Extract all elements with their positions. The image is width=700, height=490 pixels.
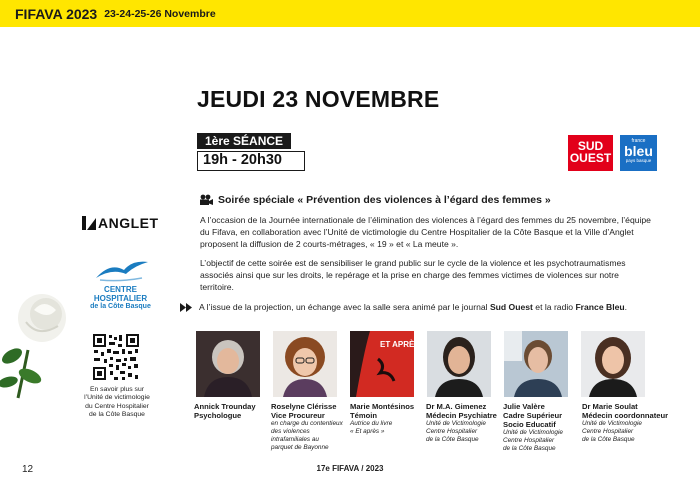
special-evening-title	[199, 194, 551, 206]
anglet-logo	[82, 215, 159, 231]
projection-after: .	[624, 302, 628, 312]
seagull-icon	[90, 258, 152, 284]
speaker-note-line: Centre Hospitalier	[582, 428, 634, 435]
header-bar	[0, 0, 700, 27]
festival-brand: FIFAVA 2023	[15, 5, 98, 22]
projection-radio: France Bleu	[575, 302, 625, 312]
white-rose-image	[0, 290, 75, 400]
france-bleu-small: france	[631, 138, 646, 144]
double-arrow-icon	[180, 303, 193, 312]
speaker-note-line: intrafamiliales au	[271, 436, 319, 443]
speaker-note-line: Centre Hospitalier	[426, 428, 478, 435]
speaker-note-line: de la Côte Basque	[503, 445, 556, 452]
speaker-photo-gimenez	[427, 331, 491, 397]
qr-code-image[interactable]	[92, 333, 140, 381]
speaker-name: Roselyne Clérisse	[271, 402, 337, 411]
speaker-note	[582, 420, 642, 444]
book-cover-title: ET APRÈS ?	[380, 340, 427, 349]
centre-hospitalier-logo	[78, 258, 163, 310]
speaker-note-line: de la Côte Basque	[582, 436, 635, 443]
film-camera-icon	[199, 194, 213, 206]
book-cover-et-apres	[350, 331, 427, 397]
speaker-note-line: Autrice du livre	[350, 420, 393, 427]
speaker-name: Julie Valère	[503, 402, 545, 411]
speaker-note-line: Unité de Victimologie	[582, 420, 642, 427]
anglet-logo-text: ANGLET	[98, 215, 159, 231]
qr-caption	[75, 386, 159, 420]
speaker-role: Médecin coordonnateur	[582, 411, 669, 420]
speaker-note-line: parquet de Bayonne	[271, 444, 329, 451]
sud-ouest-line2: OUEST	[569, 151, 612, 165]
session-time: 19h - 20h30	[197, 151, 305, 171]
speaker-name: Dr Marie Soulat	[582, 402, 638, 411]
objective-paragraph: L’objectif de cette soirée est de sensibiliser le grand public sur le cycle de la violence et les psychotraumatismes associés ainsi que sur les droits, le repérage et la prise en charge des femmes victimes de violences sur notre territoire.	[200, 258, 626, 292]
speaker-note	[350, 420, 392, 436]
day-title: JEUDI 23 NOVEMBRE	[197, 86, 440, 112]
projection-middle: et la radio	[532, 302, 576, 312]
france-bleu-main: bleu	[624, 143, 653, 159]
page-number: 12	[22, 464, 34, 475]
speaker-role: Psychologue	[194, 411, 242, 420]
speaker-note	[271, 420, 347, 452]
qr-caption-line: de la Côte Basque	[89, 411, 145, 419]
speaker-name: Annick Trounday	[194, 402, 256, 411]
sud-ouest-line1: SUD	[577, 139, 604, 153]
projection-text	[199, 302, 627, 312]
speaker-photo-valere	[504, 331, 568, 397]
session-label: 1ère SÉANCE	[197, 133, 291, 149]
speaker-role: Socio Educatif	[503, 420, 556, 429]
projection-line	[180, 302, 627, 312]
projection-before: A l’issue de la projection, un échange avec la salle sera animé par le journal	[199, 302, 490, 312]
speaker-photo-soulat	[581, 331, 645, 397]
speaker-name: Marie Montésinos	[350, 402, 415, 411]
speaker-note	[503, 429, 563, 453]
speaker-note-line: en charge du contentieux	[271, 420, 343, 427]
speaker-note-line: des violences	[271, 428, 310, 435]
speaker-role: Témoin	[350, 411, 378, 420]
chcb-line1: CENTRE HOSPITALIER	[93, 285, 148, 303]
france-bleu-logo	[620, 135, 657, 171]
speaker-role: Vice Procureur	[271, 411, 325, 420]
speaker-note-line: de la Côte Basque	[426, 436, 479, 443]
speaker-photo-trounday	[196, 331, 260, 397]
france-bleu-region: pays basque	[625, 158, 652, 163]
qr-caption-line: En savoir plus sur	[89, 386, 145, 393]
special-title-text: Soirée spéciale « Prévention des violences à l’égard des femmes »	[218, 194, 551, 206]
speaker-note-line: « Et après »	[350, 428, 385, 435]
speaker-note	[426, 420, 486, 444]
intro-paragraph: A l’occasion de la Journée internationale de l’élimination des violences à l’égard des femmes du 25 novembre, l’équipe du Fifava, en collaboration avec l’Unité de victimologie du Centre Hospitalier de la Côte Basque et la Ville d’Anglet proposent la diffusion de 2 courts-métrages, « 19 » et « La meute ».	[200, 215, 651, 249]
speaker-note-line: Centre Hospitalier	[503, 437, 555, 444]
speaker-name: Dr M.A. Gimenez	[426, 402, 487, 411]
speaker-role: Médecin Psychiatre	[426, 411, 497, 420]
chcb-line2: de la Côte Basque	[90, 303, 151, 310]
qr-caption-line: du Centre Hospitalier	[85, 402, 149, 410]
speaker-role: Cadre Supérieur	[503, 411, 563, 420]
projection-journal: Sud Ouest	[489, 302, 533, 312]
footer-edition: 17e FIFAVA / 2023	[316, 464, 384, 473]
qr-caption-line: l’Unité de victimologie	[84, 394, 150, 402]
anglet-mark-icon	[82, 216, 96, 230]
speaker-photo-clerisse	[273, 331, 337, 397]
speaker-note-line: Unité de Victimologie	[503, 429, 563, 436]
festival-dates: 23-24-25-26 Novembre	[104, 7, 216, 20]
speaker-note-line: Unité de Victimologie	[426, 420, 486, 427]
sud-ouest-logo	[568, 135, 613, 171]
